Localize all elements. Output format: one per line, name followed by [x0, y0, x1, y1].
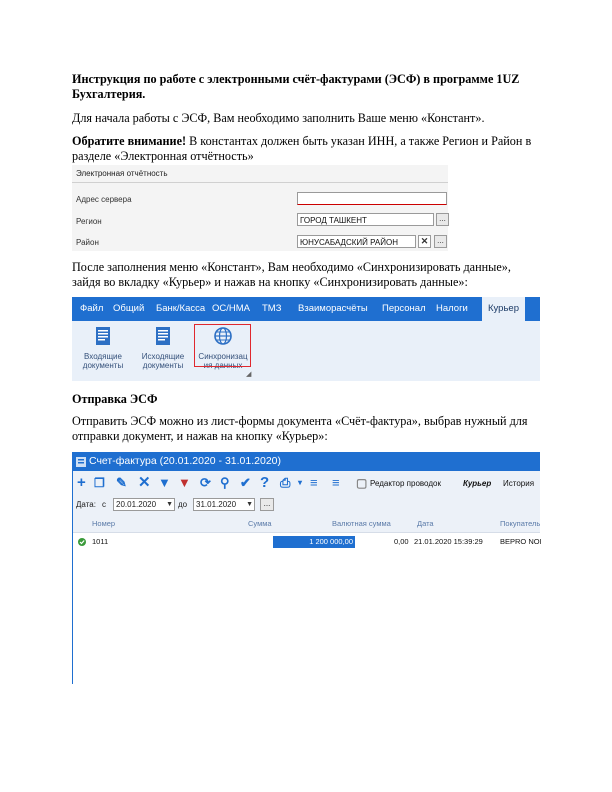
print-dropdown-icon[interactable]: ▾	[298, 478, 303, 487]
tab-file[interactable]: Файл	[80, 303, 104, 314]
region-field[interactable]: ГОРОД ТАШКЕНТ	[297, 213, 434, 226]
print-icon[interactable]: ⎙	[280, 475, 291, 490]
search-icon[interactable]: ⚲	[220, 475, 230, 490]
date-filter-bar	[72, 496, 540, 514]
server-field[interactable]	[297, 192, 447, 205]
cell-buyer: BEPRO NOI	[500, 537, 542, 546]
to-label: до	[178, 500, 188, 509]
group-expand-icon[interactable]: ◢	[246, 371, 252, 378]
invoice-screenshot	[72, 452, 540, 684]
doc-title: Инструкция по работе с электронными счёт-фактурами (ЭСФ) в программе 1UZ Бухгалтерия.	[72, 72, 520, 101]
edit-icon[interactable]: ✎	[116, 475, 127, 490]
cell-date: 21.01.2020 15:39:29	[414, 537, 483, 546]
tab-fixed-assets[interactable]: ОС/НМА	[212, 303, 250, 314]
tab-taxes[interactable]: Налоги	[436, 303, 468, 314]
clear-filter-icon[interactable]: ▼	[178, 475, 191, 490]
refresh-icon[interactable]: ⟳	[200, 475, 211, 490]
ribbon-body	[72, 321, 540, 381]
region-select-button[interactable]: ...	[436, 213, 449, 226]
intro-paragraph: Для начала работы с ЭСФ, Вам необходимо заполнить Ваше меню «Констант».	[72, 111, 485, 125]
district-field[interactable]: ЮНУСАБАДСКИЙ РАЙОН	[297, 235, 416, 248]
region-label: Регион	[76, 217, 102, 226]
incoming-documents-button[interactable]	[74, 325, 132, 370]
district-label: Район	[76, 238, 99, 247]
col-date[interactable]: Дата	[417, 519, 434, 528]
cell-number: 1011	[92, 537, 109, 546]
courier-button[interactable]: Курьер	[463, 479, 492, 488]
date-from-value: 20.01.2020	[116, 500, 157, 509]
tab-inventory[interactable]: ТМЗ	[262, 303, 282, 314]
section-title: Электронная отчётность	[76, 169, 168, 178]
cell-currency-sum: 0,00	[394, 537, 409, 546]
district-select-button[interactable]: ...	[434, 235, 447, 248]
from-label: с	[102, 500, 106, 509]
section-heading: Отправка ЭСФ	[72, 392, 158, 406]
sync-data-label-1: Синхронизац	[198, 352, 248, 361]
history-button[interactable]: История	[503, 479, 535, 488]
col-buyer[interactable]: Покупатель	[500, 519, 541, 528]
col-currency-sum[interactable]: Валютная сумма	[332, 519, 391, 528]
col-sum[interactable]: Сумма	[248, 519, 272, 528]
tab-bank-cash[interactable]: Банк/Касса	[156, 303, 206, 314]
tab-personnel[interactable]: Персонал	[382, 303, 426, 314]
date-from-field[interactable]	[113, 498, 175, 511]
window-border	[72, 452, 73, 684]
note-paragraph	[72, 134, 542, 164]
send-paragraph: Отправить ЭСФ можно из лист-формы документа «Счёт-фактура», выбрав нужный для отправки документ, и нажав на кнопку «Курьер»:	[72, 414, 528, 443]
server-label: Адрес сервера	[76, 195, 132, 204]
constants-screenshot	[72, 165, 448, 251]
tab-courier[interactable]: Курьер	[482, 297, 525, 321]
date-to-dropdown-icon[interactable]: ▼	[246, 501, 253, 508]
date-to-field[interactable]	[193, 498, 255, 511]
grid-header	[72, 514, 540, 533]
add-icon[interactable]: +	[77, 474, 86, 491]
incoming-documents-icon	[92, 325, 114, 347]
filter-icon[interactable]: ▼	[158, 475, 171, 490]
note-rest: В константах должен быть указан ИНН, а также Регион и Район в разделе «Электронная отчётность»	[72, 134, 532, 163]
section-divider	[72, 182, 448, 183]
check-icon[interactable]: ✔	[240, 475, 251, 490]
date-label: Дата:	[76, 500, 96, 509]
district-clear-button[interactable]: ✕	[418, 235, 431, 248]
copy-icon[interactable]: ❐	[94, 476, 105, 490]
date-from-dropdown-icon[interactable]: ▼	[166, 501, 173, 508]
import-icon[interactable]: ≡	[332, 475, 340, 490]
col-number[interactable]: Номер	[92, 519, 116, 528]
incoming-documents-label-2: документы	[82, 361, 124, 370]
sync-paragraph: После заполнения меню «Констант», Вам необходимо «Синхронизировать данные», зайдя во вкладку «Курьер» и нажав на кнопку «Синхронизировать данные»:	[72, 260, 511, 289]
grid-toolbar	[72, 471, 540, 496]
cell-sum: 1 200 000,00	[273, 536, 355, 548]
table-row[interactable]	[72, 536, 540, 548]
note-bold: Обратите внимание!	[72, 134, 187, 148]
help-icon[interactable]: ?	[260, 474, 270, 491]
tools-icon[interactable]: ▢	[356, 476, 368, 490]
status-icon	[77, 537, 87, 547]
incoming-documents-label-1: Входящие	[84, 352, 122, 361]
date-to-value: 31.01.2020	[196, 500, 237, 509]
outgoing-documents-label-1: Исходящие	[141, 352, 185, 361]
ribbon-tabs	[72, 297, 540, 321]
ribbon-screenshot	[72, 297, 540, 381]
window-title: Счет-фактура (20.01.2020 - 31.01.2020)	[89, 455, 282, 467]
tab-settlements[interactable]: Взаиморасчёты	[298, 303, 368, 314]
sync-data-label-2: ия данных	[203, 361, 243, 370]
highlight-frame	[194, 324, 251, 367]
outgoing-documents-label-2: документы	[142, 361, 184, 370]
window-titlebar	[72, 452, 540, 471]
period-select-button[interactable]: ...	[260, 498, 274, 511]
outgoing-documents-icon	[152, 325, 174, 347]
delete-icon[interactable]: ✕	[138, 474, 151, 491]
export-icon[interactable]: ≡	[310, 475, 318, 490]
window-icon	[76, 457, 86, 467]
tab-general[interactable]: Общий	[113, 303, 145, 314]
posting-editor-button[interactable]: Редактор проводок	[370, 479, 441, 488]
outgoing-documents-button[interactable]	[134, 325, 192, 370]
